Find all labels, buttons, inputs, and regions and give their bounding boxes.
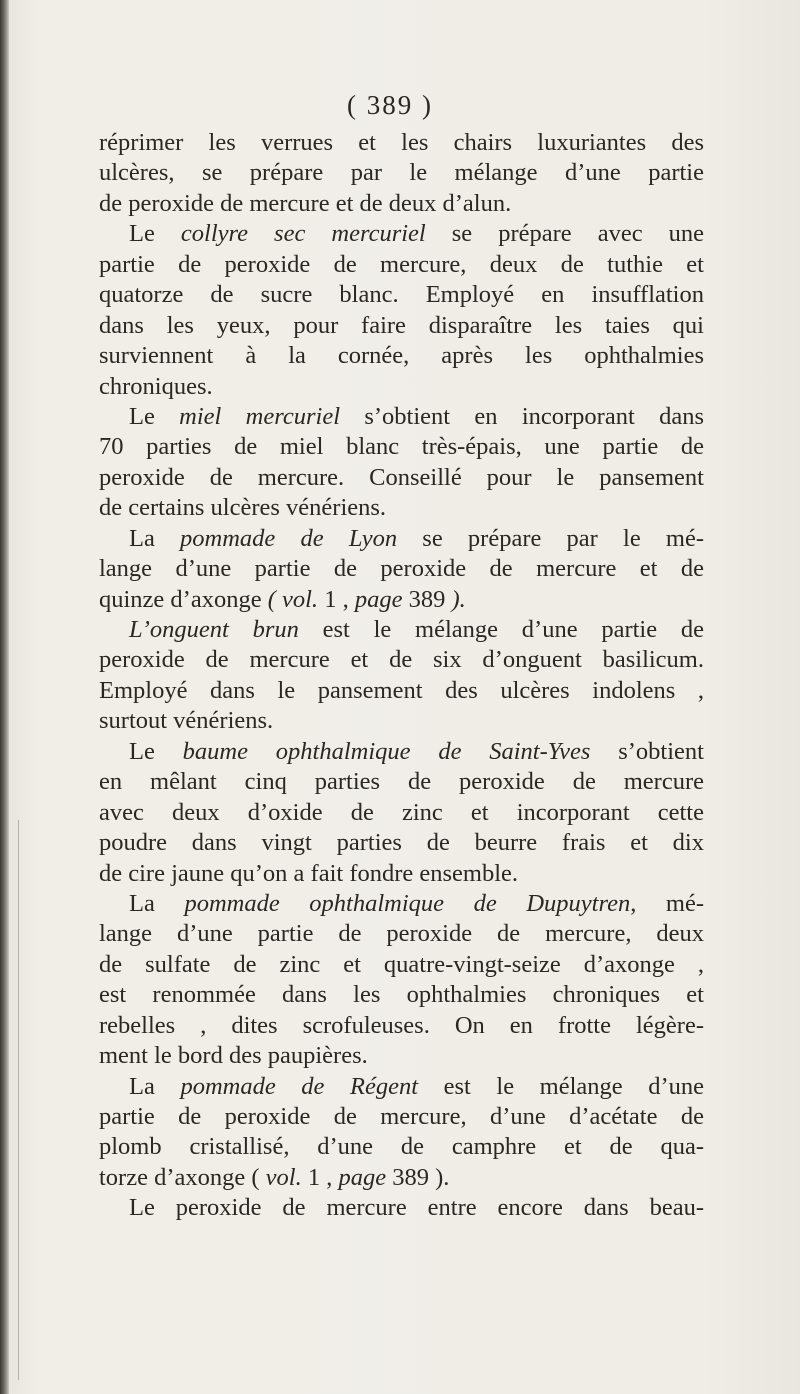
page-edge-line <box>18 820 19 1380</box>
text-run: de certains ulcères vénériens. <box>99 494 387 522</box>
text-run: Employé dans le pansement des ulcères indolens , <box>99 676 704 704</box>
text-run: est le mélange d’une partie de <box>298 616 705 643</box>
text-line <box>99 189 704 219</box>
book-spine-shadow <box>0 0 9 1394</box>
text-line <box>99 676 704 706</box>
text-run: quatorze de sucre blanc. Employé en insufflation <box>99 281 704 309</box>
text-run: s’obtient <box>590 737 704 765</box>
text-run: de sulfate de zinc et quatre-vingt-seize d’axonge , <box>99 950 704 978</box>
text-run: surtout vénériens. <box>99 707 274 735</box>
text-line <box>99 463 704 493</box>
italic-term: collyre sec mercuriel <box>180 220 426 248</box>
text-run: La <box>129 524 181 552</box>
text-line <box>99 1041 704 1071</box>
text-run: 1 , <box>318 585 355 613</box>
text-line <box>99 402 704 432</box>
text-line <box>99 706 704 736</box>
italic-term: L’onguent brun <box>129 616 299 643</box>
text-run: partie de peroxide de mercure, d’une d’acétate de <box>99 1103 704 1130</box>
text-run: peroxide de mercure. Conseillé pour le pansement <box>99 463 704 491</box>
text-run: 389 <box>402 585 452 613</box>
text-line <box>99 737 704 767</box>
body-text <box>99 128 704 1224</box>
text-line <box>99 250 704 280</box>
text-run: La <box>129 1072 181 1100</box>
text-run: surviennent à la cornée, après les ophthalmies <box>99 342 704 370</box>
text-line <box>99 645 704 675</box>
text-line <box>99 158 704 188</box>
text-run: en mêlant cinq parties de peroxide de mercure <box>99 768 704 796</box>
italic-term: miel mercuriel <box>179 402 341 430</box>
text-line <box>99 859 704 889</box>
text-run: plomb cristallisé, d’une de camphre et de qua- <box>99 1133 704 1161</box>
italic-term: page <box>354 585 403 613</box>
text-run: avec deux d’oxide de zinc et incorporant cette <box>99 798 704 826</box>
text-line <box>99 798 704 828</box>
text-run: peroxide de mercure et de six d’onguent basilicum. <box>99 646 704 674</box>
text-run: est renommée dans les ophthalmies chroniques et <box>99 981 704 1009</box>
text-line <box>99 219 704 249</box>
text-run: lange d’une partie de peroxide de mercure, deux <box>99 920 704 948</box>
text-run: quinze d’axonge <box>99 585 268 613</box>
text-line <box>99 341 704 371</box>
text-line <box>99 950 704 980</box>
text-line <box>99 432 704 462</box>
text-line <box>99 980 704 1010</box>
text-run: Le <box>129 402 180 430</box>
text-run: Le peroxide de mercure entre encore dans beau- <box>129 1194 704 1222</box>
text-line <box>99 311 704 341</box>
text-run: 389 ). <box>386 1163 450 1191</box>
italic-term: ( vol. <box>267 585 319 613</box>
text-run: La <box>129 889 185 917</box>
text-run: s’obtient en incorporant dans <box>340 402 704 430</box>
text-run: Le <box>129 220 181 248</box>
text-line <box>99 1193 704 1223</box>
text-run: partie de peroxide de mercure, deux de tuthie et <box>99 250 704 278</box>
italic-term: ). <box>451 585 466 613</box>
text-line <box>99 493 704 523</box>
text-run: se prépare par le mé- <box>397 524 705 552</box>
text-run: rebelles , dites scrofuleuses. On en frotte légère- <box>99 1011 704 1039</box>
text-line <box>99 128 704 158</box>
text-line <box>99 1163 704 1193</box>
text-run: poudre dans vingt parties de beurre frais et dix <box>99 829 704 857</box>
text-line <box>99 372 704 402</box>
text-run: est le mélange d’une <box>418 1072 705 1100</box>
text-run: chroniques. <box>99 372 213 400</box>
text-line <box>99 554 704 584</box>
text-run: , mé- <box>630 889 705 917</box>
text-run: dans les yeux, pour faire disparaître les taies qui <box>99 311 704 339</box>
text-line <box>99 889 704 919</box>
text-run: torze d’axonge ( <box>99 1163 266 1191</box>
text-run: 70 parties de miel blanc très-épais, une partie de <box>99 433 704 461</box>
text-run: lange d’une partie de peroxide de mercure et de <box>99 555 704 583</box>
text-run: ment le bord des paupières. <box>99 1042 368 1070</box>
text-line <box>99 1132 704 1162</box>
text-run: ulcères, se prépare par le mélange d’une partie <box>99 159 704 187</box>
page-number: ( 389 ) <box>347 90 433 120</box>
italic-term: pommade de Régent <box>180 1072 419 1100</box>
text-run: de peroxide de mercure et de deux d’alun. <box>99 189 512 217</box>
text-line <box>99 828 704 858</box>
italic-term: pommade ophthalmique de Dupuytren <box>184 889 631 917</box>
text-line <box>99 767 704 797</box>
text-line <box>99 919 704 949</box>
italic-term: page <box>338 1163 387 1191</box>
text-run: réprimer les verrues et les chairs luxuriantes des <box>99 129 704 156</box>
text-line <box>99 280 704 310</box>
text-line <box>99 1072 704 1102</box>
text-line <box>99 524 704 554</box>
text-line <box>99 615 704 645</box>
text-line <box>99 1102 704 1132</box>
text-run: se prépare avec une <box>425 220 704 248</box>
text-run: Le <box>129 737 183 765</box>
text-run: 1 , <box>301 1163 339 1191</box>
text-line <box>99 1011 704 1041</box>
italic-term: pommade de Lyon <box>180 524 398 552</box>
text-run: de cire jaune qu’on a fait fondre ensemble. <box>99 859 519 887</box>
italic-term: vol. <box>265 1163 302 1191</box>
text-line <box>99 585 704 615</box>
italic-term: baume ophthalmique de Saint-Yves <box>182 737 591 765</box>
